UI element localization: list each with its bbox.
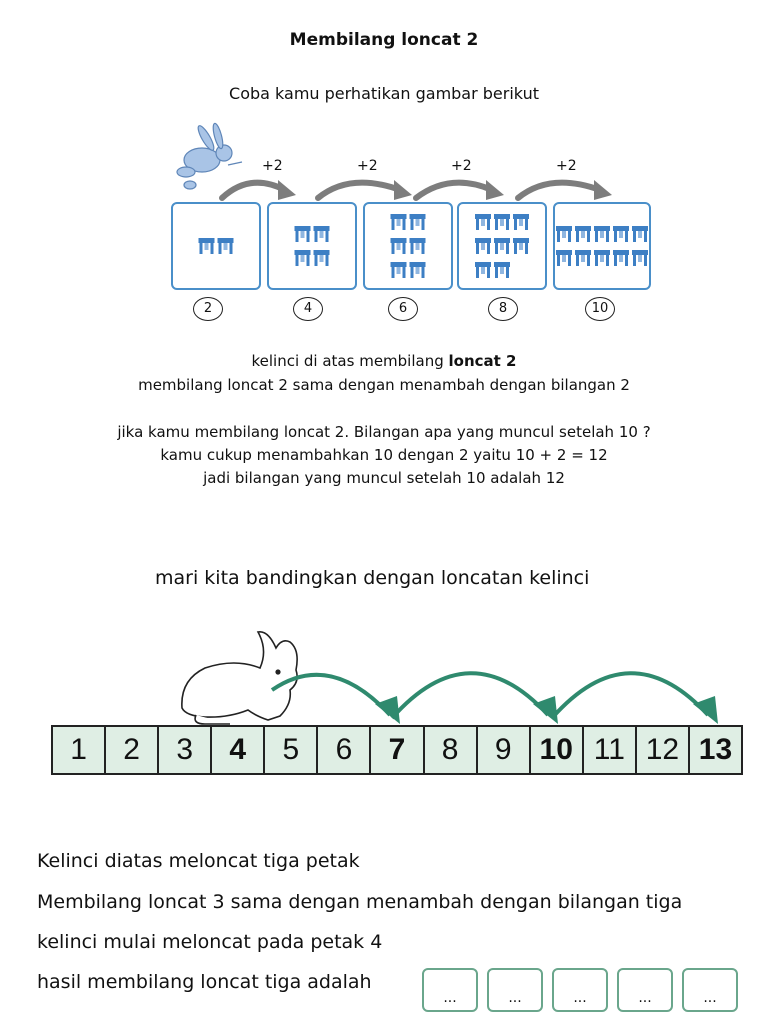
chair-icon xyxy=(494,262,510,278)
number-cell: 9 xyxy=(478,727,531,773)
count-circle: 2 xyxy=(193,297,223,321)
chair-icon xyxy=(218,238,234,254)
answer-boxes xyxy=(422,968,738,1012)
question-line-1: jika kamu membilang loncat 2. Bilangan apa yang muncul setelah 10 ? xyxy=(117,423,651,441)
chair-icon xyxy=(632,250,648,266)
answer-box[interactable]: ... xyxy=(682,968,738,1012)
bottom-line-3: kelinci mulai meloncat pada petak 4 xyxy=(37,931,383,953)
chair-icon xyxy=(475,238,491,254)
chair-icon xyxy=(410,238,426,254)
chair-icon xyxy=(314,226,330,242)
number-cell: 1 xyxy=(53,727,106,773)
chair-icon xyxy=(410,262,426,278)
chair-icon xyxy=(391,262,407,278)
number-cell: 12 xyxy=(637,727,690,773)
question-line-2: kamu cukup menambahkan 10 dengan 2 yaitu 10 + 2 = 12 xyxy=(160,446,608,464)
chair-icon xyxy=(295,250,311,266)
chair-icon xyxy=(199,238,215,254)
answer-box[interactable]: ... xyxy=(487,968,543,1012)
chair-icon xyxy=(613,250,629,266)
bottom-line-1: Kelinci diatas meloncat tiga petak xyxy=(37,850,360,872)
number-cell: 6 xyxy=(318,727,371,773)
white-rabbit-icon xyxy=(182,632,297,724)
page-title: Membilang loncat 2 xyxy=(289,30,479,50)
step-label: +2 xyxy=(357,158,378,174)
chair-icon xyxy=(575,226,591,242)
explanation-line-2: membilang loncat 2 sama dengan menambah dengan bilangan 2 xyxy=(138,376,630,394)
number-cell: 4 xyxy=(212,727,265,773)
step-label: +2 xyxy=(556,158,577,174)
chair-icon xyxy=(314,250,330,266)
chair-icon xyxy=(391,214,407,230)
number-cell: 7 xyxy=(371,727,424,773)
bottom-line-2: Membilang loncat 3 sama dengan menambah dengan bilangan tiga xyxy=(37,891,683,913)
intro-text: Coba kamu perhatikan gambar berikut xyxy=(229,84,539,103)
count-circle: 10 xyxy=(585,297,615,321)
chairs-group xyxy=(0,200,768,290)
chair-icon xyxy=(594,226,610,242)
chair-icon xyxy=(494,214,510,230)
jump-arrows xyxy=(0,620,768,728)
chair-icon xyxy=(391,238,407,254)
chair-icon xyxy=(295,226,311,242)
count-circle: 4 xyxy=(293,297,323,321)
chair-icon xyxy=(475,262,491,278)
chair-icon xyxy=(494,238,510,254)
chair-icon xyxy=(513,238,529,254)
count-circle: 6 xyxy=(388,297,418,321)
chair-icon xyxy=(513,214,529,230)
answer-box[interactable]: ... xyxy=(617,968,673,1012)
explanation-text: kelinci di atas membilang xyxy=(251,352,449,370)
answer-box[interactable]: ... xyxy=(552,968,608,1012)
skip-count-arrows xyxy=(0,120,768,210)
explanation-bold: loncat 2 xyxy=(448,352,517,370)
chair-icon xyxy=(475,214,491,230)
chair-icon xyxy=(410,214,426,230)
explanation-line-1 xyxy=(0,352,768,370)
number-cell: 5 xyxy=(265,727,318,773)
number-cell: 8 xyxy=(425,727,478,773)
bottom-line-4: hasil membilang loncat tiga adalah xyxy=(37,971,372,993)
chair-icon xyxy=(613,226,629,242)
number-cell: 11 xyxy=(584,727,637,773)
number-cell: 13 xyxy=(698,733,733,766)
answer-box[interactable]: ... xyxy=(422,968,478,1012)
number-cell: 3 xyxy=(159,727,212,773)
chair-icon xyxy=(575,250,591,266)
chair-icon xyxy=(556,250,572,266)
number-line xyxy=(51,725,743,775)
step-label: +2 xyxy=(451,158,472,174)
chair-icon xyxy=(632,226,648,242)
chair-icon xyxy=(556,226,572,242)
number-cell: 2 xyxy=(106,727,159,773)
number-cell: 10 xyxy=(531,727,584,773)
step-label: +2 xyxy=(262,158,283,174)
blue-rabbit-icon xyxy=(177,123,242,189)
count-circle: 8 xyxy=(488,297,518,321)
chair-icon xyxy=(594,250,610,266)
question-line-3: jadi bilangan yang muncul setelah 10 adalah 12 xyxy=(203,469,565,487)
compare-heading: mari kita bandingkan dengan loncatan kelinci xyxy=(155,567,590,589)
